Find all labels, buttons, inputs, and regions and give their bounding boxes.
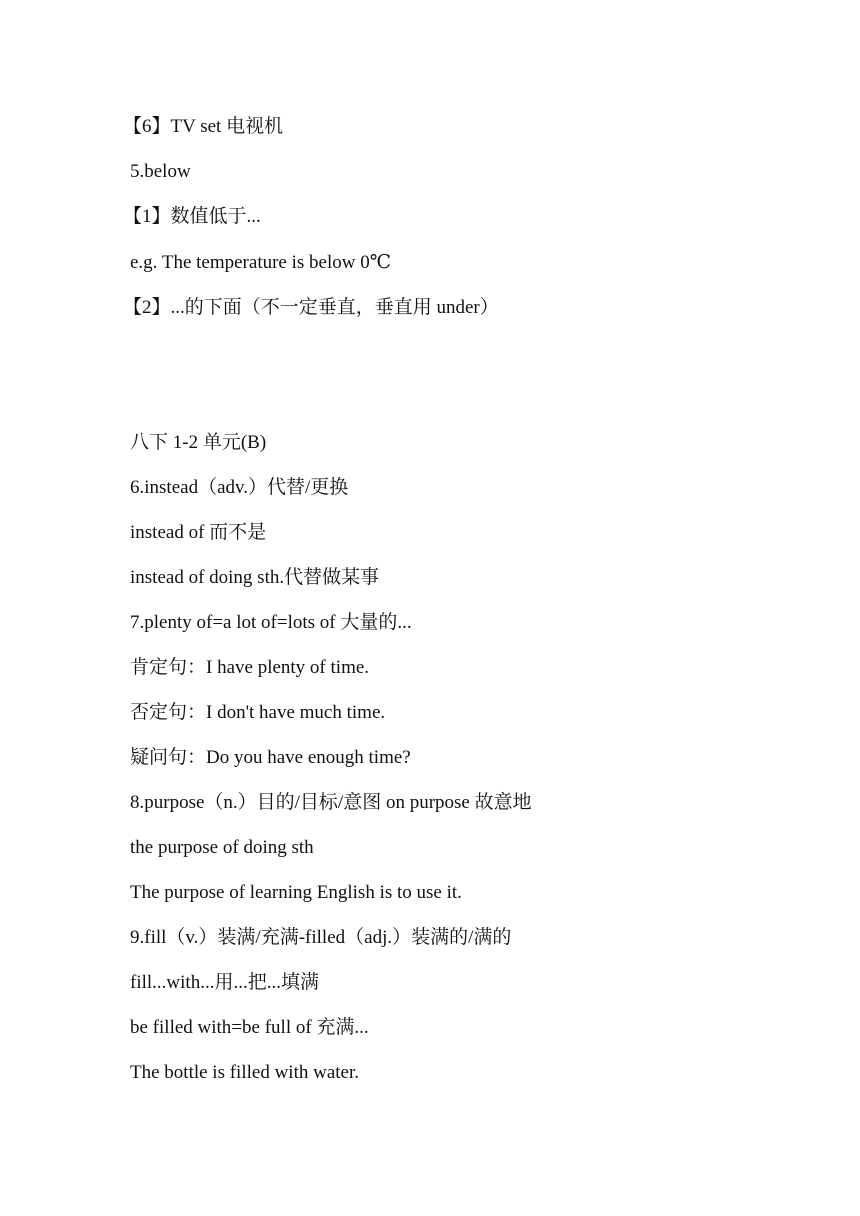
- text-line: e.g. The temperature is below 0℃: [130, 252, 391, 273]
- text-line: instead of 而不是: [130, 522, 267, 543]
- text-line: 5.below: [130, 161, 191, 182]
- text-line: the purpose of doing sth: [130, 837, 314, 858]
- text-line: be filled with=be full of 充满...: [130, 1017, 369, 1038]
- text-line: fill...with...用...把...填满: [130, 972, 319, 993]
- section-heading: 八下 1-2 单元(B): [130, 432, 267, 453]
- text-line: 否定句：I don't have much time.: [130, 702, 386, 723]
- text-line: 肯定句：I have plenty of time.: [130, 657, 370, 678]
- text-line: The purpose of learning English is to use it.: [130, 882, 462, 903]
- text-line: The bottle is filled with water.: [130, 1062, 360, 1083]
- text-line: 【2】...的下面（不一定垂直，垂直用 under）: [123, 297, 499, 318]
- text-line: 9.fill（v.）装满/充满-filled（adj.）装满的/满的: [130, 927, 512, 948]
- text-line: 7.plenty of=a lot of=lots of 大量的...: [130, 612, 412, 633]
- text-line: instead of doing sth.代替做某事: [130, 567, 380, 588]
- text-line: 【1】数值低于...: [123, 206, 261, 227]
- text-line: 疑问句：Do you have enough time?: [130, 747, 411, 768]
- text-line: 8.purpose（n.）目的/目标/意图 on purpose 故意地: [130, 792, 532, 813]
- text-line: 6.instead（adv.）代替/更换: [130, 477, 349, 498]
- text-line: 【6】TV set 电视机: [123, 116, 284, 137]
